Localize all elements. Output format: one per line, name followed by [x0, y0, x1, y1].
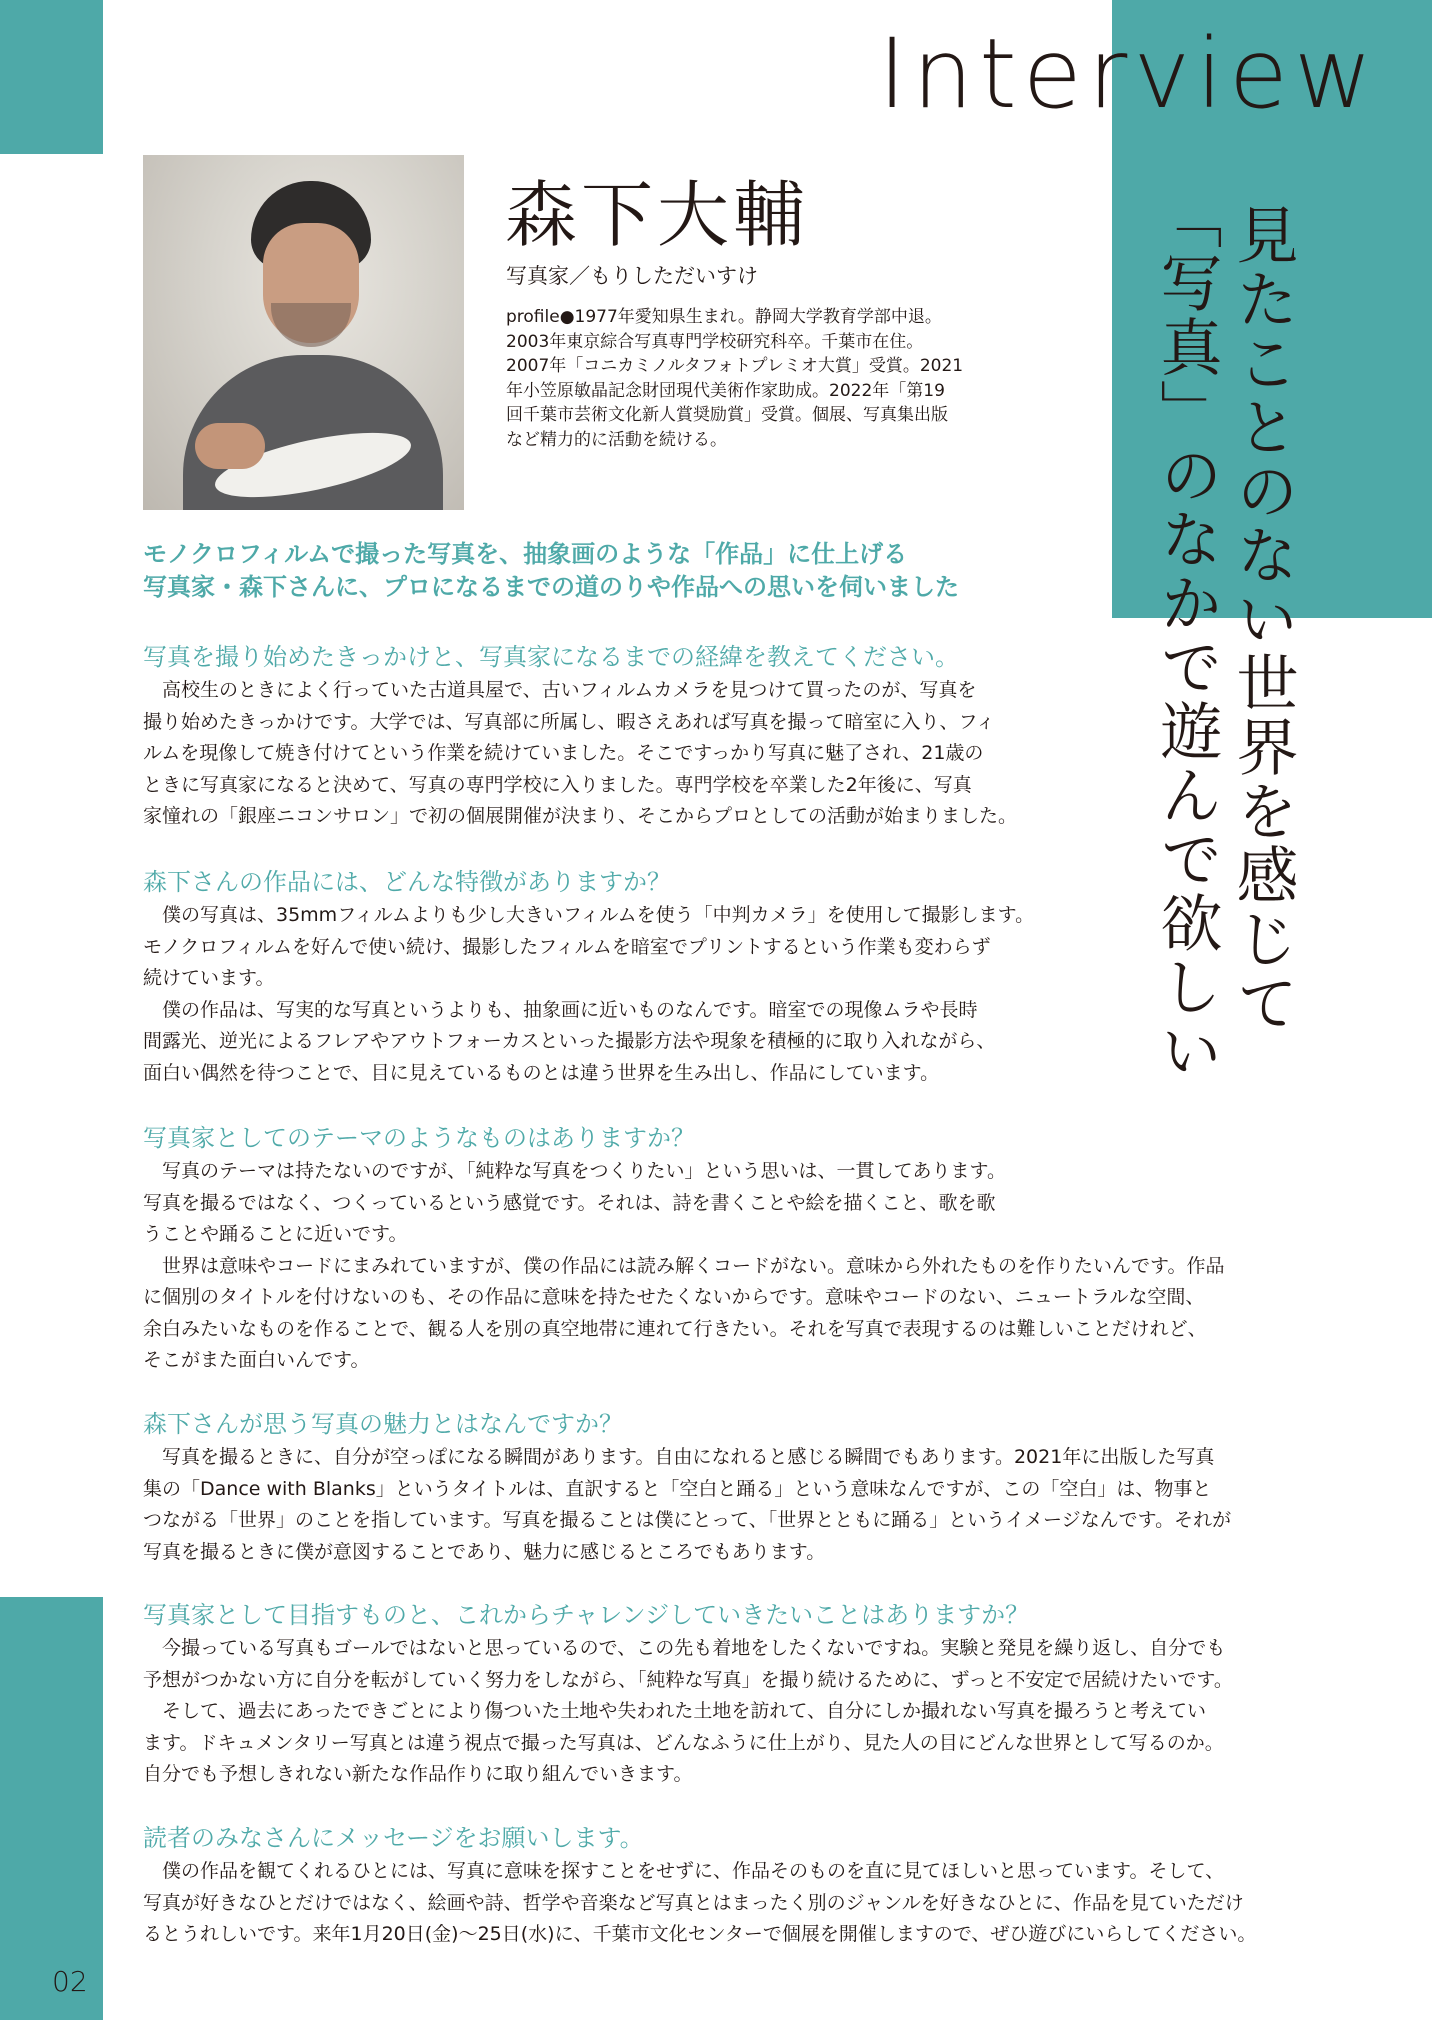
answer-text: [143, 1856, 1256, 1951]
answer-line: そこがまた面白いんです。: [143, 1349, 370, 1371]
answer-line: ときに写真家になると決めて、写真の専門学校に入りました。専門学校を卒業した2年後に、写真: [143, 773, 972, 796]
lead-text: [143, 538, 1063, 604]
page-number: 02: [52, 1965, 88, 1998]
question-heading: 読者のみなさんにメッセージをお願いします。: [143, 1824, 644, 1852]
profile-line: 2007年「コニカミノルタフォトプレミオ大賞」受賞。2021: [506, 356, 964, 377]
headline-line-2: 「写真」のなかで遊んで欲しい: [1150, 187, 1223, 1083]
interviewee-role: 写真家／もりしただいすけ: [506, 264, 758, 288]
answer-line: 世界は意味やコードにまみれていますが、僕の作品には読み解くコードがない。意味から外れたものを作りたいんです。作品: [143, 1254, 1225, 1277]
answer-line: 集の「Dance with Blanks」というタイトルは、直訳すると「空白と踊る」という意味なんですが、この「空白」は、物事と: [143, 1477, 1212, 1500]
question-heading: 写真家として目指すものと、これからチャレンジしていきたいことはありますか？: [143, 1601, 1030, 1629]
interviewee-name: 森下大輔: [505, 173, 810, 257]
answer-line: 予想がつかない方に自分を転がしていく努力をしながら、「純粋な写真」を撮り続けるために、ずっと不安定で居続けたいです。: [143, 1668, 1233, 1691]
profile-line: 2003年東京綜合写真専門学校研究科卒。千葉市在住。: [506, 331, 924, 352]
qa-block: [143, 641, 1017, 833]
qa-block: [143, 1122, 1224, 1377]
answer-line: 僕の作品は、写実的な写真というよりも、抽象画に近いものなんです。暗室での現像ムラや長時: [143, 998, 978, 1021]
answer-line: 写真のテーマは持たないのですが、「純粋な写真をつくりたい」という思いは、一貫してあります。: [143, 1160, 1006, 1182]
answer-line: 家憧れの「銀座ニコンサロン」で初の個展開催が決まり、そこからプロとしての活動が始まりました。: [143, 805, 1018, 827]
answer-line: 自分でも予想しきれない新たな作品作りに取り組んでいきます。: [143, 1763, 693, 1785]
portrait-photo: [143, 155, 464, 510]
answer-line: 僕の写真は、35mmフィルムよりも少し大きいフィルムを使う「中判カメラ」を使用して撮影します。: [143, 904, 1035, 926]
portrait-hand: [195, 423, 265, 469]
qa-block: [143, 1408, 1231, 1568]
answer-text: [143, 1442, 1231, 1568]
question-heading: 写真を撮り始めたきっかけと、写真家になるまでの経緯を教えてください。: [143, 643, 959, 671]
answer-line: つながる「世界」のことを指しています。写真を撮ることは僕にとって、「世界とともに踊る」というイメージなんです。それが: [143, 1509, 1232, 1531]
answer-line: うことや踊ることに近いです。: [143, 1223, 408, 1245]
answer-line: 写真が好きなひとだけではなく、絵画や詩、哲学や音楽など写真とはまったく別のジャンルを好きなひとに、作品を見ていただけ: [143, 1891, 1244, 1914]
answer-line: ます。ドキュメンタリー写真とは違う視点で撮った写真は、どんなふうに仕上がり、見た人の目にどんな世界として写るのか。: [143, 1731, 1224, 1754]
answer-line: ルムを現像して焼き付けてという作業を続けていました。そこですっかり写真に魅了され、21歳の: [143, 742, 984, 764]
answer-line: 撮り始めたきっかけです。大学では、写真部に所属し、暇さえあれば写真を撮って暗室に入り、フィ: [143, 710, 995, 733]
question-heading: 森下さんが思う写真の魅力とはなんですか？: [143, 1410, 623, 1438]
answer-line: 今撮っている写真もゴールではないと思っているので、この先も着地をしたくないですね。実験と発見を繰り返し、自分でも: [143, 1637, 1226, 1659]
question-heading: 森下さんの作品には、どんな特徴がありますか？: [143, 868, 671, 896]
answer-text: [143, 675, 1017, 833]
corner-accent-bottom-left: [0, 1597, 103, 2020]
answer-line: 余白みたいなものを作ることで、観る人を別の真空地帯に連れて行きたい。それを写真で表現するのは難しいことだけれど、: [143, 1317, 1207, 1340]
headline-line-1: 見たことのない世界を感じて: [1226, 203, 1299, 1035]
answer-line: 写真を撮るときに僕が意図することであり、魅力に感じるところでもあります。: [143, 1540, 826, 1563]
answer-text: [143, 1633, 1233, 1791]
lead-line: モノクロフィルムで撮った写真を、抽象画のような「作品」に仕上げる: [143, 540, 908, 568]
answer-line: に個別のタイトルを付けないのも、その作品に意味を持たせたくないからです。意味やコードのない、ニュートラルな空間、: [143, 1286, 1205, 1308]
lead-line: 写真家・森下さんに、プロになるまでの道のりや作品への思いを伺いました: [143, 573, 959, 601]
answer-line: 写真を撮るときに、自分が空っぽになる瞬間があります。自由になれると感じる瞬間でもあります。2021年に出版した写真: [143, 1446, 1215, 1468]
answer-line: るとうれしいです。来年1月20日(金)～25日(水)に、千葉市文化センターで個展を開催しますので、ぜひ遊びにいらしてください。: [143, 1923, 1257, 1945]
answer-text: [143, 1156, 1224, 1377]
corner-accent-top-left: [0, 0, 103, 154]
answer-text: [143, 900, 1034, 1089]
answer-line: 僕の作品を観てくれるひとには、写真に意味を探すことをせずに、作品そのものを直に見てほしいと思っています。そして、: [143, 1860, 1225, 1882]
profile-line: 年小笠原敏晶記念財団現代美術作家助成。2022年「第19: [506, 380, 945, 401]
question-heading: 写真家としてのテーマのようなものはありますか？: [143, 1124, 695, 1152]
qa-block: [143, 866, 1034, 1089]
profile-line: 回千葉市芸術文化新人賞奨励賞」受賞。個展、写真集出版: [506, 405, 948, 426]
answer-line: モノクロフィルムを好んで使い続け、撮影したフィルムを暗室でプリントするという作業も変わらず: [143, 935, 991, 958]
profile-text: [506, 305, 1026, 453]
answer-line: 面白い偶然を待つことで、目に見えているものとは違う世界を生み出し、作品にしています。: [143, 1061, 940, 1084]
qa-block: [143, 1599, 1233, 1791]
profile-line: など精力的に活動を続ける。: [506, 429, 727, 450]
answer-line: 間露光、逆光によるフレアやアウトフォーカスといった撮影方法や現象を積極的に取り入れながら、: [143, 1030, 996, 1052]
section-title: Interview: [878, 18, 1379, 130]
answer-line: 写真を撮るではなく、つくっているという感覚です。それは、詩を書くことや絵を描くこと、歌を歌: [143, 1191, 996, 1214]
answer-line: そして、過去にあったできごとにより傷ついた土地や失われた土地を訪れて、自分にしか撮れない写真を撮ろうと考えてい: [143, 1700, 1207, 1722]
qa-block: [143, 1822, 1256, 1951]
answer-line: 高校生のときによく行っていた古道具屋で、古いフィルムカメラを見つけて買ったのが、写真を: [143, 679, 977, 701]
answer-line: 続けています。: [143, 967, 275, 989]
portrait-beard: [271, 303, 351, 347]
profile-line: profile●1977年愛知県生まれ。静岡大学教育学部中退。: [506, 307, 942, 327]
